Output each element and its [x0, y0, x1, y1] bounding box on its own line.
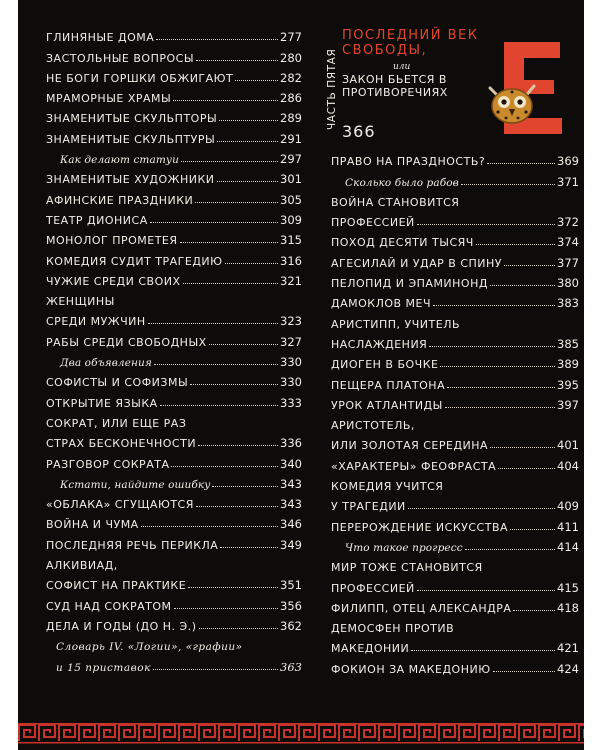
toc-leader-dots [217, 140, 278, 142]
toc-entry-title: ПРОФЕССИЕЙ [331, 216, 415, 230]
toc-entry-title: Два объявления [60, 357, 152, 370]
toc-leader-dots [417, 223, 555, 225]
toc-page-number: 343 [280, 476, 302, 491]
toc-leader-dots [476, 243, 555, 245]
toc-entry [331, 209, 579, 229]
toc-entry [331, 148, 579, 168]
part-page-number: 366 [342, 122, 376, 141]
toc-leader-dots [181, 160, 278, 162]
toc-entry-title: СТРАХ БЕСКОНЕЧНОСТИ [46, 437, 197, 451]
toc-leader-dots [195, 201, 278, 203]
toc-page-number: 336 [280, 436, 302, 451]
toc-entry [331, 615, 579, 635]
toc-leader-dots [504, 264, 555, 266]
toc-leader-dots [411, 649, 555, 651]
toc-entry-title: ФИЛИПП, ОТЕЦ АЛЕКСАНДРА [331, 601, 512, 615]
toc-entry-title: ТЕАТР ДИОНИСА [46, 213, 148, 227]
toc-entry [46, 430, 302, 450]
toc-entry [46, 389, 302, 409]
toc-entry [331, 290, 579, 310]
toc-leader-dots [417, 589, 555, 591]
toc-entry-title: Что такое прогресс [345, 541, 463, 554]
toc-page-number: 411 [557, 519, 579, 534]
toc-entry-title: МИР ТОЖЕ СТАНОВИТСЯ [331, 561, 483, 575]
toc-page-number: 327 [280, 334, 302, 349]
toc-page-number: 343 [280, 497, 302, 512]
toc-entry [331, 249, 579, 269]
toc-entry-title: КОМЕДИЯ СУДИТ ТРАГЕДИЮ [46, 254, 223, 268]
toc-leader-dots [209, 343, 278, 345]
toc-entry-title: УРОК АТЛАНТИДЫ [331, 398, 443, 412]
toc-entry [46, 268, 302, 288]
toc-page-number: 414 [557, 539, 579, 554]
toc-leader-dots [498, 467, 555, 469]
toc-leader-dots [490, 284, 555, 286]
toc-entry-title: ФОКИОН ЗА МАКЕДОНИЮ [331, 662, 491, 676]
toc-entry-title: АФИНСКИЕ ПРАЗДНИКИ [46, 193, 194, 207]
toc-entry-title: ПЕРЕРОЖДЕНИЕ ИСКУССТВА [331, 520, 509, 534]
toc-page [18, 0, 584, 750]
toc-entry [46, 369, 302, 389]
toc-entry-title: МРАМОРНЫЕ ХРАМЫ [46, 92, 172, 106]
toc-page-number: 301 [280, 172, 302, 187]
toc-entry-title: ЗНАМЕНИТЫЕ СКУЛЬПТУРЫ [46, 132, 216, 146]
toc-entry [46, 105, 302, 125]
toc-entry [46, 471, 302, 491]
toc-page-number: 383 [557, 296, 579, 311]
toc-leader-dots [180, 241, 279, 243]
toc-entry-title: АЛКИВИАД, [46, 559, 118, 573]
toc-entry [46, 44, 302, 64]
toc-leader-dots [447, 386, 555, 388]
toc-entry [46, 572, 302, 592]
toc-entry [46, 349, 302, 369]
toc-page-number: 315 [280, 233, 302, 248]
toc-page-number: 380 [557, 276, 579, 291]
toc-entry-title: АРИСТИПП, УЧИТЕЛЬ [331, 317, 461, 331]
toc-entry-title: РАБЫ СРЕДИ СВОБОДНЫХ [46, 335, 207, 349]
toc-page-number: 333 [280, 395, 302, 410]
toc-entry-title: АРИСТОТЕЛЬ, [331, 419, 415, 433]
toc-entry-title: Словарь IV. «Логии», «графии» [56, 641, 243, 654]
toc-leader-dots [160, 404, 278, 406]
toc-entry-title: ЗНАМЕНИТЫЕ СКУЛЬПТОРЫ [46, 112, 218, 126]
toc-page-number: 363 [280, 659, 302, 674]
toc-page-number: 397 [557, 397, 579, 412]
toc-entry-title: ДАМОКЛОВ МЕЧ [331, 297, 432, 311]
toc-entry [331, 189, 579, 209]
toc-leader-dots [465, 548, 555, 550]
toc-entry-title: МАКЕДОНИИ [331, 642, 410, 656]
toc-entry [331, 493, 579, 513]
toc-right-column [331, 148, 579, 676]
toc-leader-dots [212, 485, 278, 487]
toc-page-number: 349 [280, 537, 302, 552]
toc-page-number: 305 [280, 192, 302, 207]
toc-leader-dots [217, 180, 279, 182]
toc-page-number: 340 [280, 456, 302, 471]
toc-entry-title: СОКРАТ, ИЛИ ЕЩЕ РАЗ [46, 416, 187, 430]
toc-leader-dots [183, 282, 279, 284]
toc-entry-title: АГЕСИЛАЙ И УДАР В СПИНУ [331, 256, 502, 270]
toc-entry [331, 310, 579, 330]
toc-leader-dots [148, 322, 278, 324]
toc-page-number: 330 [280, 355, 302, 370]
toc-entry [331, 473, 579, 493]
toc-leader-dots [196, 505, 278, 507]
toc-leader-dots [153, 668, 278, 670]
toc-page-number: 362 [280, 618, 302, 633]
toc-entry-title: СОФИСТ НА ПРАКТИКЕ [46, 579, 187, 593]
toc-page-number: 286 [280, 91, 302, 106]
toc-entry [331, 655, 579, 675]
toc-leader-dots [445, 406, 555, 408]
toc-page-number: 404 [557, 458, 579, 473]
toc-entry-title: Как делают статуи [60, 154, 179, 167]
toc-page-number: 389 [557, 357, 579, 372]
toc-page-number: 385 [557, 336, 579, 351]
toc-entry [331, 168, 579, 188]
toc-page-number: 424 [557, 661, 579, 676]
toc-page-number: 374 [557, 235, 579, 250]
toc-entry [46, 450, 302, 470]
toc-entry-title: ПРОФЕССИЕЙ [331, 581, 415, 595]
toc-entry-title: «ОБЛАКА» СГУЩАЮТСЯ [46, 498, 194, 512]
toc-entry [331, 351, 579, 371]
toc-leader-dots [196, 59, 278, 61]
toc-entry-title: КОМЕДИЯ УЧИТСЯ [331, 480, 444, 494]
toc-entry-title: МОНОЛОГ ПРОМЕТЕЯ [46, 234, 178, 248]
toc-entry-title: У ТРАГЕДИИ [331, 500, 406, 514]
toc-page-number: 377 [557, 255, 579, 270]
toc-entry-title: ПОХОД ДЕСЯТИ ТЫСЯЧ [331, 236, 474, 250]
toc-entry-title: ЗНАМЕНИТЫЕ ХУДОЖНИКИ [46, 173, 215, 187]
toc-entry [46, 65, 302, 85]
toc-page-number: 297 [280, 152, 302, 167]
toc-page-number: 418 [557, 600, 579, 615]
toc-entry-title: ПЕЛОПИД И ЭПАМИНОНД [331, 277, 488, 291]
toc-page-number: 372 [557, 215, 579, 230]
toc-entry [331, 574, 579, 594]
toc-entry-title: ВОЙНА СТАНОВИТСЯ [331, 195, 460, 209]
toc-entry [46, 308, 302, 328]
toc-leader-dots [150, 221, 278, 223]
toc-entry-title: СУД НАД СОКРАТОМ [46, 599, 172, 613]
toc-entry-title: ДЕЛА И ГОДЫ (ДО Н. Э.) [46, 619, 197, 633]
toc-leader-dots [174, 607, 279, 609]
toc-entry [46, 125, 302, 145]
toc-page-number: 395 [557, 377, 579, 392]
toc-page-number: 371 [557, 174, 579, 189]
toc-leader-dots [235, 79, 278, 81]
toc-page-number: 291 [280, 131, 302, 146]
toc-page-number: 401 [557, 438, 579, 453]
toc-left-column [46, 24, 302, 674]
toc-entry-title: Кстати, найдите ошибку [60, 478, 211, 491]
toc-leader-dots [433, 304, 555, 306]
toc-page-number: 309 [280, 212, 302, 227]
toc-page-number: 323 [280, 314, 302, 329]
toc-leader-dots [225, 262, 279, 264]
toc-leader-dots [490, 446, 555, 448]
toc-page-number: 409 [557, 499, 579, 514]
toc-entry-title: НАСЛАЖДЕНИЯ [331, 337, 428, 351]
toc-leader-dots [173, 99, 278, 101]
part-subtitle: ЗАКОН БЬЕТСЯ В ПРОТИВОРЕЧИЯХ [342, 73, 448, 99]
toc-leader-dots [199, 627, 279, 629]
toc-entry-title: Сколько было рабов [345, 176, 459, 189]
toc-page-number: 282 [280, 70, 302, 85]
toc-entry [46, 166, 302, 186]
toc-leader-dots [408, 507, 555, 509]
toc-entry [331, 635, 579, 655]
owl-mask-icon [486, 78, 538, 128]
toc-page-number: 280 [280, 50, 302, 65]
toc-entry [46, 511, 302, 531]
toc-entry [46, 85, 302, 105]
toc-entry [331, 270, 579, 290]
toc-leader-dots [429, 345, 555, 347]
toc-entry-title: ГЛИНЯНЫЕ ДОМА [46, 31, 155, 45]
toc-leader-dots [198, 444, 278, 446]
toc-page-number: 277 [280, 30, 302, 45]
toc-leader-dots [190, 383, 278, 385]
toc-entry-title: ИЛИ ЗОЛОТАЯ СЕРЕДИНА [331, 439, 489, 453]
toc-leader-dots [154, 363, 278, 365]
toc-entry [331, 371, 579, 391]
toc-entry-title: ЗАСТОЛЬНЫЕ ВОПРОСЫ [46, 51, 195, 65]
toc-entry-title: ПРАВО НА ПРАЗДНОСТЬ? [331, 155, 486, 169]
toc-entry-title: ЖЕНЩИНЫ [46, 295, 115, 309]
toc-entry [46, 531, 302, 551]
toc-entry [331, 432, 579, 452]
toc-entry [331, 595, 579, 615]
toc-leader-dots [156, 38, 278, 40]
toc-entry [46, 328, 302, 348]
toc-page-number: 289 [280, 111, 302, 126]
toc-entry [46, 227, 302, 247]
toc-entry [331, 412, 579, 432]
toc-leader-dots [219, 119, 278, 121]
toc-entry [46, 592, 302, 612]
toc-page-number: 330 [280, 375, 302, 390]
toc-entry-title: и 15 приставок [56, 661, 151, 674]
toc-leader-dots [510, 528, 555, 530]
part-label: ЧАСТЬ ПЯТАЯ [326, 48, 338, 130]
toc-entry [331, 452, 579, 472]
toc-entry-title: НЕ БОГИ ГОРШКИ ОБЖИГАЮТ [46, 71, 234, 85]
toc-leader-dots [171, 465, 278, 467]
toc-entry-title: ПОСЛЕДНЯЯ РЕЧЬ ПЕРИКЛА [46, 538, 219, 552]
toc-leader-dots [493, 670, 555, 672]
part-title: ПОСЛЕДНИЙ ВЕК СВОБОДЫ, [342, 28, 479, 58]
toc-entry [46, 613, 302, 633]
toc-leader-dots [440, 365, 555, 367]
toc-leader-dots [487, 162, 555, 164]
toc-entry-title: ЧУЖИЕ СРЕДИ СВОИХ [46, 274, 181, 288]
toc-entry-title: ВОЙНА И ЧУМА [46, 518, 139, 532]
toc-entry [46, 633, 302, 653]
part-ili: или [393, 62, 411, 72]
toc-leader-dots [220, 546, 278, 548]
toc-entry [331, 392, 579, 412]
toc-leader-dots [513, 609, 555, 611]
toc-entry [331, 229, 579, 249]
toc-page-number: 356 [280, 598, 302, 613]
toc-page-number: 421 [557, 641, 579, 656]
toc-page-number: 321 [280, 273, 302, 288]
toc-leader-dots [188, 586, 278, 588]
toc-page-number: 369 [557, 154, 579, 169]
toc-entry [46, 653, 302, 673]
toc-entry [331, 331, 579, 351]
toc-entry [46, 146, 302, 166]
toc-entry [46, 247, 302, 267]
toc-entry-title: «ХАРАКТЕРЫ» ФЕОФРАСТА [331, 459, 497, 473]
toc-entry [331, 513, 579, 533]
toc-entry-title: РАЗГОВОР СОКРАТА [46, 457, 170, 471]
toc-entry-title: ДЕМОСФЕН ПРОТИВ [331, 622, 455, 636]
toc-page-number: 351 [280, 578, 302, 593]
toc-entry [46, 207, 302, 227]
toc-entry [46, 491, 302, 511]
toc-page-number: 316 [280, 253, 302, 268]
toc-page-number: 346 [280, 517, 302, 532]
toc-entry-title: ПЕЩЕРА ПЛАТОНА [331, 378, 446, 392]
toc-entry [331, 554, 579, 574]
toc-entry-title: СОФИСТЫ И СОФИЗМЫ [46, 376, 189, 390]
toc-entry [46, 288, 302, 308]
toc-entry [331, 534, 579, 554]
toc-page-number: 415 [557, 580, 579, 595]
toc-leader-dots [141, 525, 278, 527]
toc-entry-title: ОТКРЫТИЕ ЯЗЫКА [46, 396, 158, 410]
toc-entry [46, 410, 302, 430]
toc-entry [46, 24, 302, 44]
part-label-vertical [324, 28, 336, 138]
toc-entry [46, 552, 302, 572]
toc-entry-title: СРЕДИ МУЖЧИН [46, 315, 146, 329]
toc-entry [46, 186, 302, 206]
toc-leader-dots [461, 183, 555, 185]
greek-key-meander-border [18, 722, 584, 744]
toc-entry-title: ДИОГЕН В БОЧКЕ [331, 358, 439, 372]
